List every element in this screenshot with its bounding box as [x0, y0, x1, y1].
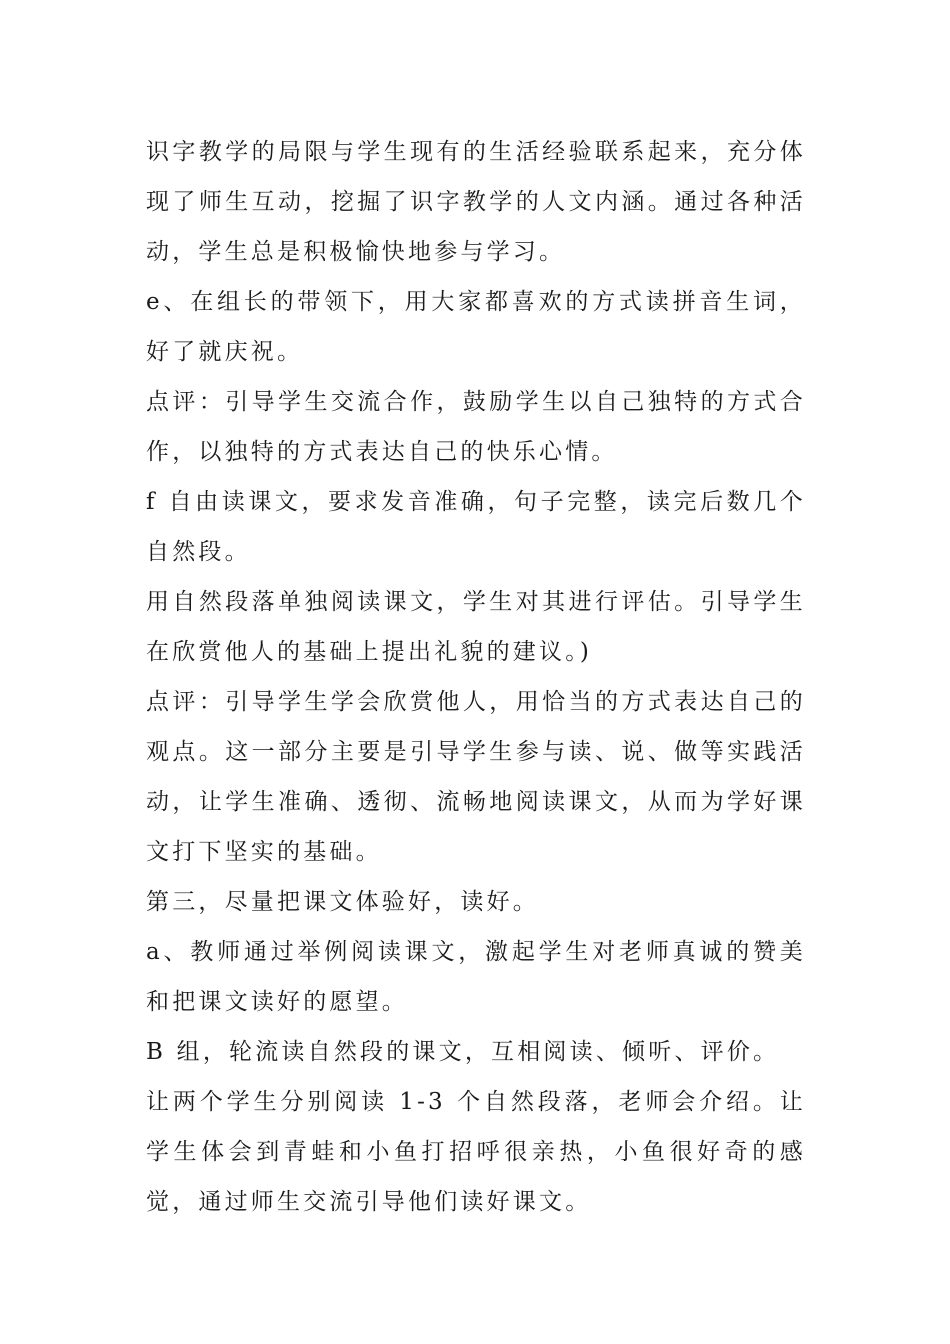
- paragraph-7: 第三，尽量把课文体验好，读好。: [146, 889, 539, 915]
- paragraph-1: 识字教学的局限与学生现有的生活经验联系起来，充分体现了师生互动，挖掘了识字教学的人文内涵。通过各种活动，学生总是积极愉快地参与学习。: [146, 139, 806, 265]
- paragraph-10: 让两个学生分别阅读 1-3 个自然段落，老师会介绍。让学生体会到青蛙和小鱼打招呼很亲热，小鱼很好奇的感觉，通过师生交流引导他们读好课文。: [146, 1089, 806, 1215]
- document-body: [146, 127, 806, 1227]
- paragraph-6: 点评：引导学生学会欣赏他人，用恰当的方式表达自己的观点。这一部分主要是引导学生参与读、说、做等实践活动，让学生准确、透彻、流畅地阅读课文，从而为学好课文打下坚实的基础。: [146, 689, 806, 865]
- paragraph-4: f 自由读课文，要求发音准确，句子完整，读完后数几个自然段。: [146, 489, 806, 565]
- paragraph-5: 用自然段落单独阅读课文，学生对其进行评估。引导学生在欣赏他人的基础上提出礼貌的建议。): [146, 589, 806, 665]
- paragraph-8: a、教师通过举例阅读课文，激起学生对老师真诚的赞美和把课文读好的愿望。: [146, 939, 806, 1015]
- paragraph-9: B 组，轮流读自然段的课文，互相阅读、倾听、评价。: [146, 1039, 780, 1065]
- paragraph-2: e、在组长的带领下，用大家都喜欢的方式读拼音生词，好了就庆祝。: [146, 289, 806, 365]
- paragraph-3: 点评：引导学生交流合作，鼓励学生以自己独特的方式合作，以独特的方式表达自己的快乐心情。: [146, 389, 806, 465]
